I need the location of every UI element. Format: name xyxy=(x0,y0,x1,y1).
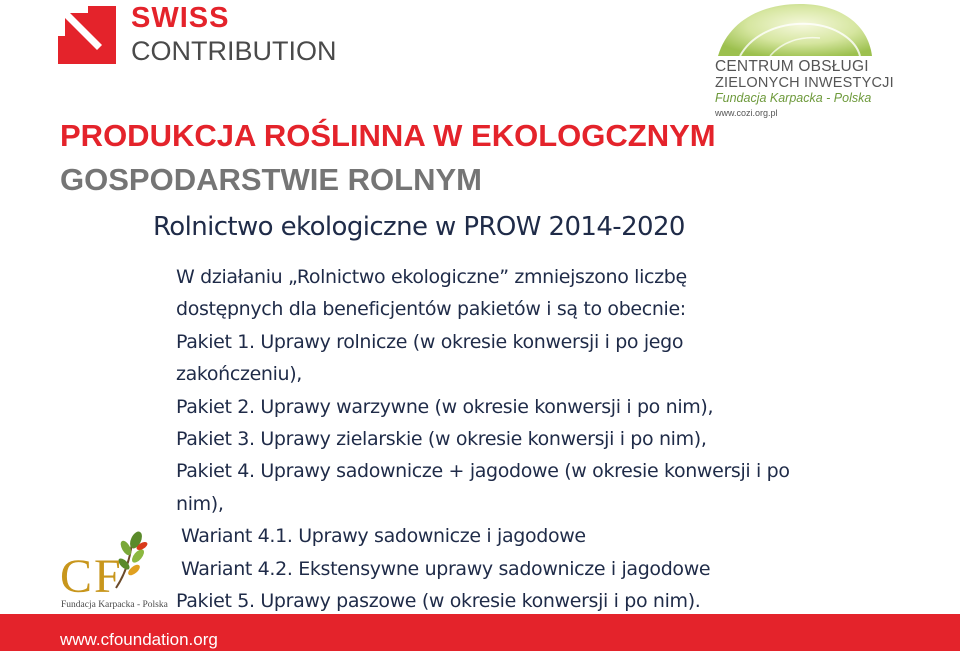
swiss-contribution-logo xyxy=(58,2,358,68)
slide-title-line2: GOSPODARSTWIE ROLNYM xyxy=(60,162,482,197)
body-line: zakończeniu), xyxy=(176,363,302,386)
slide-title-line1: PRODUKCJA ROŚLINNA W EKOLOGCZNYM xyxy=(60,118,716,153)
svg-text:F: F xyxy=(94,550,121,602)
body-line: Pakiet 1. Uprawy rolnicze (w okresie konwersji i po jego xyxy=(176,330,684,353)
body-line: Pakiet 2. Uprawy warzywne (w okresie konwersji i po nim), xyxy=(176,395,714,418)
slide-body xyxy=(176,261,936,617)
body-line: Pakiet 3. Uprawy zielarskie (w okresie konwersji i po nim), xyxy=(176,428,707,451)
svg-text:C: C xyxy=(60,550,93,602)
body-line: Wariant 4.1. Uprawy sadownicze i jagodowe xyxy=(181,525,586,548)
body-line: nim), xyxy=(176,492,224,515)
cozi-logo-line2: ZIELONYCH INWESTYCJI xyxy=(715,75,894,91)
slide-title xyxy=(60,114,940,202)
swiss-logo-mark xyxy=(58,6,116,64)
footer-bar xyxy=(0,614,960,651)
contribution-logo-word: CONTRIBUTION xyxy=(131,36,337,66)
cf-logo-caption: Fundacja Karpacka - Polska xyxy=(61,600,168,610)
cozi-logo-url: www.cozi.org.pl xyxy=(715,108,778,118)
body-line: Wariant 4.2. Ekstensywne uprawy sadownicze i jagodowe xyxy=(181,557,711,580)
cozi-logo-line1: CENTRUM OBSŁUGI xyxy=(715,58,869,75)
cozi-logo-line3: Fundacja Karpacka - Polska xyxy=(715,91,872,105)
body-line: dostępnych dla beneficjentów pakietów i są to obecnie: xyxy=(176,298,686,321)
body-line: Pakiet 4. Uprawy sadownicze + jagodowe (w okresie konwersji i po xyxy=(176,460,790,483)
body-line: Pakiet 5. Uprawy paszowe (w okresie konwersji i po nim). xyxy=(176,590,701,613)
swiss-logo-word: SWISS xyxy=(131,2,230,34)
slide-subtitle: Rolnictwo ekologiczne w PROW 2014-2020 xyxy=(153,212,685,242)
footer-url: www.cfoundation.org xyxy=(60,630,218,649)
swiss-logo-arrow-icon xyxy=(58,6,116,64)
cozi-logo xyxy=(700,0,894,125)
body-line: W działaniu „Rolnictwo ekologiczne” zmniejszono liczbę xyxy=(176,266,687,288)
cf-foundation-logo xyxy=(58,530,170,612)
cf-logo-mark-icon xyxy=(58,530,170,602)
